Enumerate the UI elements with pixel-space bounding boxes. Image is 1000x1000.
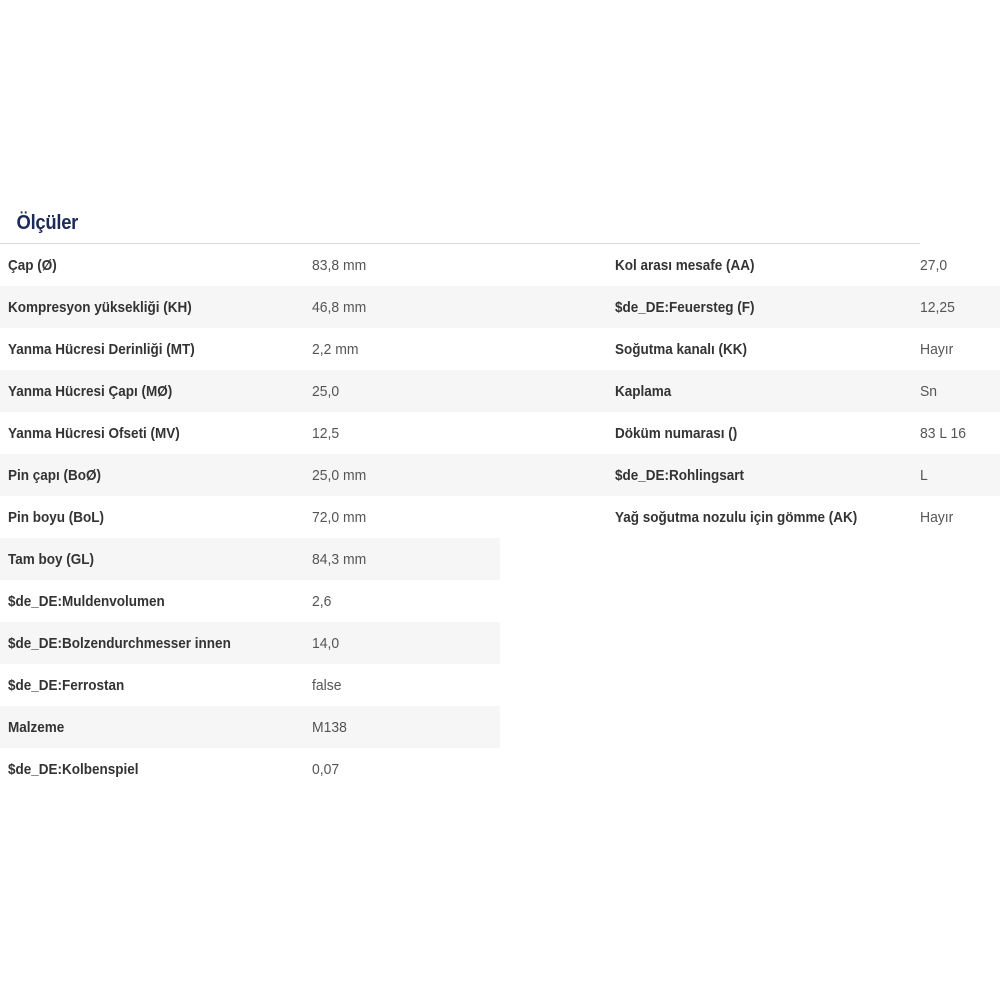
spec-row [500, 496, 1000, 538]
spec-label: Çap (Ø) [8, 256, 57, 274]
spec-value: L [920, 466, 928, 484]
spec-label: $de_DE:Rohlingsart [615, 466, 745, 484]
dimensions-section [0, 200, 1000, 778]
spec-row [0, 496, 500, 538]
spec-value: 0,07 [312, 760, 340, 778]
spec-label: Soğutma kanalı (KK) [615, 340, 748, 358]
spec-label: Kompresyon yüksekliği (KH) [8, 298, 192, 316]
spec-row [0, 328, 500, 370]
spec-label: $de_DE:Ferrostan [8, 676, 125, 694]
spec-value: 2,6 [312, 592, 332, 610]
spec-row [500, 328, 1000, 370]
spec-label: Yanma Hücresi Derinliği (MT) [8, 340, 195, 358]
spec-row [0, 538, 500, 580]
spec-value: Hayır [920, 340, 954, 358]
spec-row [0, 748, 500, 790]
spec-value: 2,2 mm [312, 340, 359, 358]
spec-value: 83,8 mm [312, 256, 367, 274]
spec-value: 72,0 mm [312, 508, 367, 526]
spec-label: Döküm numarası () [615, 424, 738, 442]
spec-row [0, 412, 500, 454]
spec-label: $de_DE:Kolbenspiel [8, 760, 139, 778]
spec-row [0, 286, 500, 328]
spec-row [0, 664, 500, 706]
spec-row [500, 412, 1000, 454]
spec-value: Hayır [920, 508, 954, 526]
spec-row [0, 244, 500, 286]
spec-label: Tam boy (GL) [8, 550, 95, 568]
spec-value: 25,0 [312, 382, 340, 400]
spec-value: 12,25 [920, 298, 955, 316]
spec-value: 14,0 [312, 634, 340, 652]
spec-label: Pin boyu (BoL) [8, 508, 104, 526]
spec-row [500, 286, 1000, 328]
spec-label: Kol arası mesafe (AA) [615, 256, 755, 274]
spec-row [500, 244, 1000, 286]
spec-row [0, 580, 500, 622]
spec-label: Yanma Hücresi Ofseti (MV) [8, 424, 180, 442]
spec-label: Yağ soğutma nozulu için gömme (AK) [615, 508, 858, 526]
spec-label: Malzeme [8, 718, 65, 736]
spec-label: $de_DE:Feuersteg (F) [615, 298, 755, 316]
section-title: Ölçüler [0, 200, 920, 244]
spec-label: $de_DE:Muldenvolumen [8, 592, 165, 610]
spec-label: Yanma Hücresi Çapı (MØ) [8, 382, 173, 400]
spec-label: Pin çapı (BoØ) [8, 466, 102, 484]
spec-row [0, 706, 500, 748]
spec-value: 46,8 mm [312, 298, 367, 316]
spec-value: false [312, 676, 342, 694]
spec-label: Kaplama [615, 382, 672, 400]
spec-label: $de_DE:Bolzendurchmesser innen [8, 634, 231, 652]
spec-value: Sn [920, 382, 938, 400]
spec-row [500, 370, 1000, 412]
spec-row [0, 622, 500, 664]
spec-row [500, 454, 1000, 496]
spec-value: 83 L 16 [920, 424, 967, 442]
spec-row [0, 454, 500, 496]
spec-value: M138 [312, 718, 347, 736]
spec-value: 12,5 [312, 424, 340, 442]
spec-row [0, 370, 500, 412]
spec-value: 84,3 mm [312, 550, 367, 568]
spec-value: 25,0 mm [312, 466, 367, 484]
spec-value: 27,0 [920, 256, 948, 274]
